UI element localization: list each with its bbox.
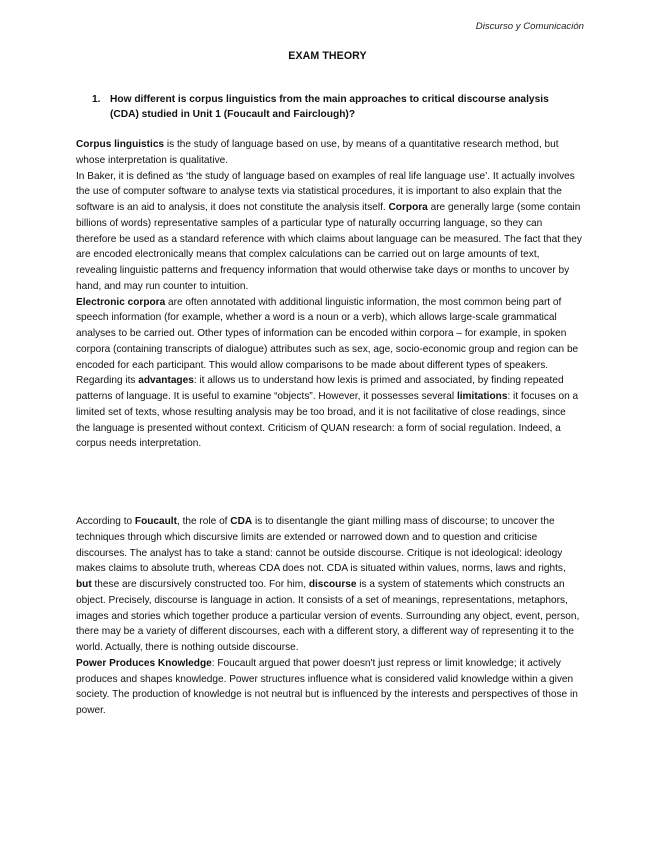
page-title: EXAM THEORY: [288, 50, 367, 62]
paragraph: [76, 514, 582, 656]
text-run: In Baker, it is defined as ‘the study of language based on examples of real life language use’. It actually involves the use of computer software to analyse texts via statistical procedures, it is important to also explain that the software is an aid to analysis, it does not constitute the analysis itself.: [76, 170, 575, 213]
text-run: is a system of statements which constructs an object. Precisely, discourse is language in action. It consists of a set of meanings, representations, metaphors, images and stories which together produce a particular version of events. Surrounding any object, event, person, there may be a variety of different discourses, each with a different story, a different way of representing it to the world. Actually, there is nothing outside discourse.: [76, 579, 580, 653]
term-foucault: Foucault: [134, 516, 177, 527]
text-run: is the study of language based on use, by means of a quantitative research method, but whose interpretation is qualitative.: [76, 139, 559, 166]
term-electronic-corpora: Electronic corpora: [76, 296, 166, 308]
text-run: Regarding its: [76, 375, 139, 387]
question-number: 1.: [92, 94, 101, 105]
text-run: : it focuses on a limited set of texts, whose resulting analysis may be too broad, and it is not facilitative of close readings, since the language is presented without context. Criticism of QUAN research: a form of social regulation. Indeed, a corpus needs interpretation.: [76, 391, 579, 450]
paragraph: [76, 295, 582, 374]
term-advantages: advantages: [138, 375, 194, 387]
text-run: : it allows us to understand how lexis is primed and associated, by finding repeated patterns of language. It is useful to examine “objects”. However, it possesses several: [76, 375, 564, 402]
term-but: but: [76, 579, 92, 590]
term-power-produces-knowledge: Power Produces Knowledge: [76, 657, 212, 669]
text-run: are generally large (some contain billions of words) representative samples of a particular type of naturally occurring language, so they can therefore be used as a standard reference with which claims about language can be measured. The fact that they are encoded electronically means that complex calculations can be carried out on large amounts of text, revealing linguistic patterns and frequency information that would otherwise take days or months to uncover by hand, and may run counter to intuition.: [76, 202, 582, 292]
term-corpus-linguistics: Corpus linguistics: [76, 139, 165, 150]
text-run: : Foucault argued that power doesn't just repress or limit knowledge; it actively produces and shapes knowledge. Power structures influence what is considered valid knowledge within a given society. The production of knowledge is not neutral but is influenced by the interests and perspectives of those in power.: [76, 657, 578, 716]
text-run: are often annotated with additional linguistic information, the most common being part of speech information (for example, whether a word is a noun or a verb), which allows large-scale grammatical analyses to be carried out. Other types of information can be encoded within corpora – for example, in spoken corpora (containing transcripts of dialogue) attributes such as sex, age, socio-economic group and region can be encoded for each participant. This would allow comparisons to be made about different types of speakers.: [76, 296, 579, 371]
paragraph: [76, 373, 582, 452]
term-limitations: limitations: [456, 391, 508, 402]
foucault-section: [76, 514, 582, 719]
running-header: Discurso y Comunicación: [475, 21, 584, 32]
paragraph: [76, 169, 582, 295]
text-run: According to: [76, 516, 135, 527]
paragraph: [76, 137, 582, 169]
corpus-section: [76, 137, 582, 452]
term-cda: CDA: [230, 516, 253, 527]
text-run: , the role of: [176, 516, 231, 527]
paragraph: [76, 656, 582, 719]
term-corpora: Corpora: [388, 202, 428, 213]
question-item: [92, 92, 562, 122]
term-discourse: discourse: [308, 579, 357, 590]
text-run: is to disentangle the giant milling mass of discourse; to uncover the techniques through which discursive limits are extended or narrowed down and to question and criticise discourses. The analyst has to take a stand: cannot be outside discourse. Critique is not ideological: ideology makes claims to absolute truth, whereas CDA does not. CDA is situated within values, norms, laws and rights,: [76, 516, 566, 575]
question-text: How different is corpus linguistics from the main approaches to critical discourse analysis (CDA) studied in Unit 1 (Foucault and Fairclough)?: [110, 94, 549, 120]
text-run: these are discursively constructed too. For him,: [91, 579, 309, 590]
